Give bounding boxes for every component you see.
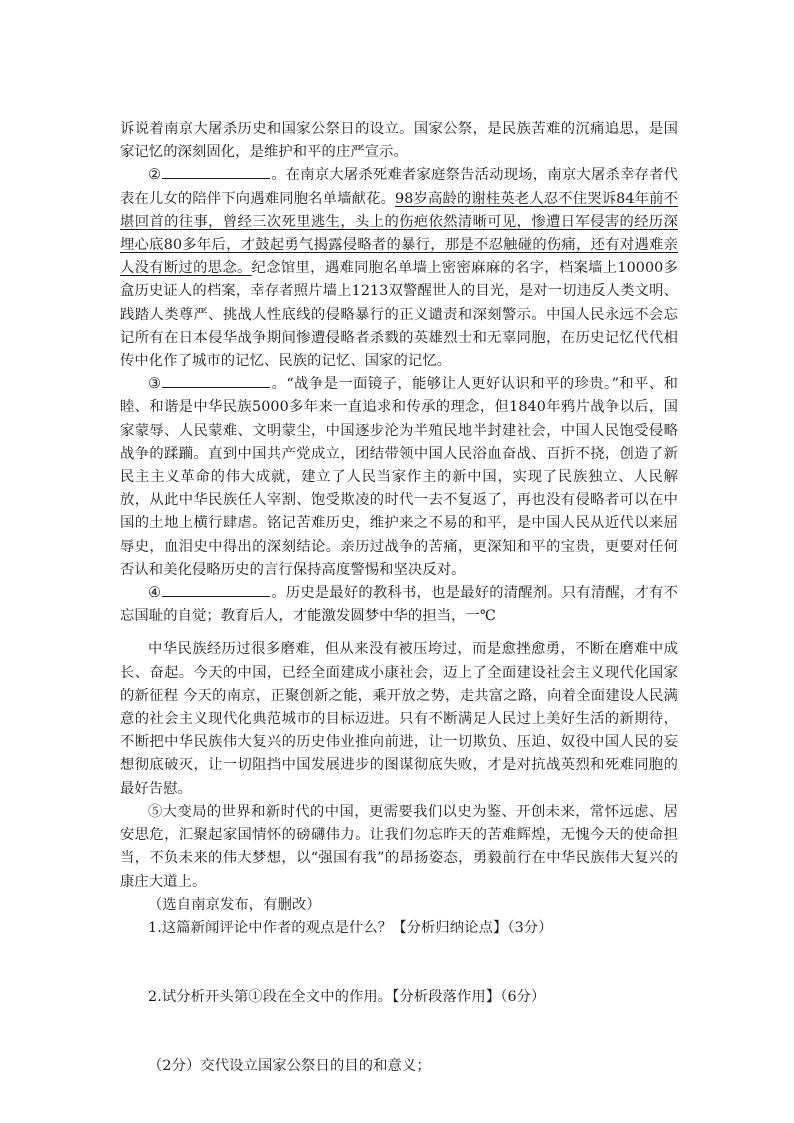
answer-space-2[interactable] (120, 1009, 678, 1055)
paragraph-2-intro: 。在南京大屠杀死难者家庭祭告活动现场，南京大屠杀幸存者代表在儿女的陪伴下向遇难同胞名单墙献花。 (120, 167, 679, 207)
fill-in-blank-4[interactable] (162, 582, 270, 597)
spacer (120, 628, 678, 638)
source-note: （选自南京发布，有删改） (148, 896, 321, 913)
paragraph-6: ⑤大变局的世界和新时代的中国，更需要我们以史为鉴、开创未来，常怀远虑、居安思危，汇聚起家国情怀的磅礴伟力。让我们勿忘昨天的苦难辉煌，无愧今天的使命担当，不负未来的伟大梦想，以“强国有我”的昂扬姿态，勇毅前行在中华民族伟大复兴的康庄大道上。 (120, 803, 678, 890)
underlined-passage: 98岁高龄的谢桂英老人忍不住哭诉84年前不堪回首的往事，曾经三次死里逃生，头上的伤疤依然清晰可见，惨遭日军侵害的经历深埋心底80多年后，才鼓起勇气揭露侵略者的暴行，那是不忍触碰的伤痛，还有对遇难亲人没有断过的思念。 (120, 190, 678, 277)
paragraph-5: 中华民族经历过很多磨难，但从来没有被压垮过，而是愈挫愈勇，不断在磨难中成长、奋起。今天的中国，已经全面建成小康社会，迈上了全面建设社会主义现代化国家的新征程 今天的南京，正聚创新之能，乘开放之势，走共富之路，向着全面建设人民满意的社会主义现代化典范城市的目标迈进。只有不断满足人民过上美好生活的新期待，不断把中华民族伟大复兴的历史伟业推向前进，让一切欺负、压迫、奴役中国人民的妄想彻底破灭，让一切阻挡中国发展进步的图谋彻底失败，才是对抗战英烈和死难同胞的最好告慰。 (120, 641, 678, 797)
paragraph-4 (120, 582, 678, 628)
question-1: 1.这篇新闻评论中作者的观点是什么？【分析归纳论点】（3分） (148, 919, 553, 936)
question-2: 2.试分析开头第①段在全文中的作用。【分析段落作用】（6分） (148, 989, 546, 1006)
question-2-subanswer: （2分）交代设立国家公祭日的目的和意义； (148, 1058, 431, 1075)
paragraph-2 (120, 164, 678, 373)
fill-in-blank-2[interactable] (162, 164, 270, 179)
paragraph-1-tail: 诉说着南京大屠杀历史和国家公祭日的设立。国家公祭，是民族苦难的沉痛追思，是国家记忆的深刻固化，是维护和平的庄严宣示。 (120, 121, 678, 161)
paragraph-number-2: ② (148, 167, 162, 184)
paragraph-4-body: 。历史是最好的教科书，也是最好的清醒剂。只有清醒，才有不忘国耻的自觉；教育后人，才能激发圆梦中华的担当，一℃ (120, 585, 679, 625)
paragraph-number-4: ④ (148, 585, 162, 602)
document-page (120, 118, 678, 1079)
paragraph-number-3: ③ (148, 376, 162, 393)
paragraph-2-body: 纪念馆里，遇难同胞名单墙上密密麻麻的名字，档案墙上10000多盒历史证人的档案，幸存者照片墙上1213双警醒世人的目光，是对一切违反人类文明、践踏人类尊严、挑战人性底线的侵略暴行的正义谴责和深刻警示。中国人民永远不会忘记所有在日本侵华战争期间惨遭侵略者杀戮的英雄烈士和无辜同胞，在历史记忆代代相传中化作了城市的记忆、民族的记忆、国家的记忆。 (120, 260, 679, 370)
answer-space-1[interactable] (120, 940, 678, 986)
fill-in-blank-3[interactable] (162, 373, 270, 388)
paragraph-3 (120, 373, 678, 582)
paragraph-3-body: 。“战争是一面镜子，能够让人更好认识和平的珍贵。”和平、和睦、和谐是中华民族5000多年来一直追求和传承的理念，但1840年鸦片战争以后，国家蒙辱、人民蒙难、文明蒙尘，中国逐步沦为半殖民地半封建社会，中国人民饱受侵略战争的蹂躏。直到中国共产党成立，团结带领中国人民浴血奋战、百折不挠，创造了新民主主义革命的伟大成就，建立了人民当家作主的新中国，实现了民族独立、人民解放，从此中华民族任人宰割、饱受欺凌的时代一去不复返了，再也没有侵略者可以在中国的土地上横行肆虐。铭记苦难历史，维护来之不易的和平，是中国人民从近代以来屈辱史，血泪史中得出的深刻结论。亲历过战争的苦痛，更深知和平的宝贵，更要对任何否认和美化侵略历史的言行保持高度警惕和坚决反对。 (120, 376, 678, 578)
